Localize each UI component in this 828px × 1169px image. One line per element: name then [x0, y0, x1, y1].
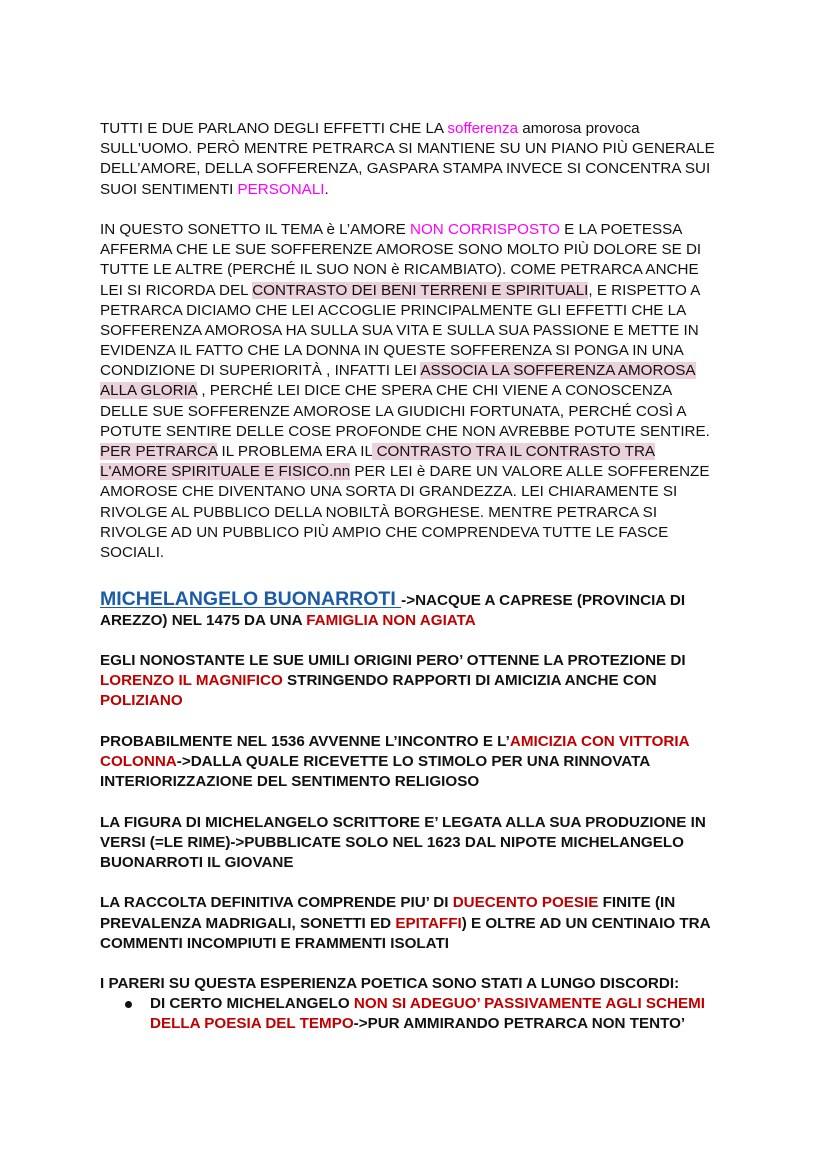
text-run: AFFERMA CHE LE SUE SOFFERENZE AMOROSE SONO MOLTO PIÙ DOLORE SE DI — [100, 241, 702, 259]
opinions-paragraph — [100, 974, 740, 1035]
paragraph — [100, 893, 740, 954]
paragraph — [100, 119, 740, 200]
text-line — [100, 974, 740, 994]
text-run: amorosa provoca — [518, 120, 640, 137]
bullet-icon — [125, 1001, 132, 1008]
paragraph — [100, 813, 740, 874]
text-line — [100, 159, 740, 179]
text-line — [100, 893, 740, 913]
text-run: . — [324, 180, 329, 198]
red-emphasis-text: AMICIZIA CON VITTORIA — [509, 732, 690, 750]
text-run: LEI SI RICORDA DEL — [100, 281, 253, 299]
highlighted-text: ALLA GLORIA — [100, 382, 198, 400]
paragraph — [100, 220, 740, 563]
text-run: AMOROSE CHE DIVENTANO UNA SORTA DI GRANDEZZA. LEI CHIARAMENTE SI — [100, 483, 678, 501]
text-run: SOCIALI. — [100, 543, 165, 561]
text-line — [100, 281, 740, 301]
text-run: EVIDENZA IL FATTO CHE LA DONNA IN QUESTE SOFFERENZA SI PONGA IN UNA — [100, 342, 684, 360]
accent-text: NON CORRISPOSTO — [410, 220, 560, 238]
text-run: PETRARCA DICIAMO CHE LEI ACCOGLIE PRINCIPALMENTE GLI EFFETTI CHE LA — [100, 301, 687, 319]
text-run: LA RACCOLTA DEFINITIVA COMPRENDE PIU’ DI — [100, 894, 453, 912]
highlighted-text: ASSOCIA LA SOFFERENZA AMOROSA — [420, 362, 696, 380]
heading-line — [100, 587, 740, 611]
text-line — [100, 853, 740, 873]
text-run: INTERIORIZZAZIONE DEL SENTIMENTO RELIGIOSO — [100, 773, 480, 791]
document-body — [100, 119, 740, 1035]
text-line — [100, 422, 740, 442]
paragraph — [100, 732, 740, 793]
list-intro — [100, 974, 740, 994]
red-emphasis-text: EPITAFFI — [395, 914, 462, 932]
text-run: VERSI (=LE RIME)->PUBBLICATE SOLO NEL 1623 DAL NIPOTE MICHELANGELO — [100, 833, 684, 851]
notes-section — [100, 119, 740, 563]
text-line — [100, 833, 740, 853]
list-item — [100, 994, 740, 1034]
red-emphasis-text: DUECENTO POESIE — [452, 894, 599, 912]
text-line — [100, 691, 740, 711]
accent-text: PERSONALI — [237, 180, 325, 198]
text-line — [100, 381, 740, 401]
text-run: SULL'UOMO. PERÒ MENTRE PETRARCA SI MANTIENE SU UN PIANO PIÙ GENERALE — [100, 140, 715, 158]
text-line — [100, 651, 740, 671]
text-run: , PERCHÉ LEI DICE CHE SPERA CHE CHI VIENE A CONOSCENZA — [197, 382, 673, 400]
text-line — [100, 462, 740, 482]
text-run: AREZZO) NEL 1475 DA UNA — [100, 611, 307, 629]
text-line — [100, 321, 740, 341]
text-line — [100, 503, 740, 523]
text-line — [100, 442, 740, 462]
text-run: EGLI NONOSTANTE LE SUE UMILI ORIGINI PERO’ OTTENNE LA PROTEZIONE DI — [100, 652, 686, 670]
list-item-text — [150, 994, 740, 1034]
section-title-link[interactable]: MICHELANGELO BUONARROTI — [100, 587, 402, 610]
text-line — [100, 402, 740, 422]
text-run: RIVOLGE AL PUBBLICO DELLA NOBILTÀ BORGHESE. MENTRE PETRARCA SI — [100, 503, 658, 521]
text-line — [100, 482, 740, 502]
text-run: COMMENTI INCOMPIUTI E FRAMMENTI ISOLATI — [100, 934, 450, 952]
text-run: LA FIGURA DI MICHELANGELO SCRITTORE E’ LEGATA ALLA SUA PRODUZIONE IN — [100, 813, 706, 831]
red-emphasis-text: POLIZIANO — [100, 692, 183, 710]
michelangelo-section — [100, 587, 740, 1035]
text-line — [100, 914, 740, 934]
text-line — [100, 772, 740, 792]
red-emphasis-text: NON SI ADEGUO’ PASSIVAMENTE AGLI SCHEMI — [353, 995, 705, 1013]
text-run: I PARERI SU QUESTA ESPERIENZA POETICA SONO STATI A LUNGO DISCORDI: — [100, 975, 680, 993]
text-line — [100, 752, 740, 772]
text-run: DELLE SUE SOFFERENZE AMOROSE LA GIUDICHI FORTUNATA, PERCHÉ COSÌ A — [100, 402, 687, 420]
text-run: BUONARROTI IL GIOVANE — [100, 853, 294, 871]
text-run: DI CERTO MICHELANGELO — [150, 995, 354, 1013]
text-run: PROBABILMENTE NEL 1536 AVVENNE L’INCONTRO E L’ — [100, 732, 510, 750]
text-line — [100, 260, 740, 280]
accent-text: sofferenza — [447, 120, 519, 137]
text-run: FINITE (IN — [598, 894, 676, 912]
highlighted-text: PER PETRARCA — [100, 443, 218, 460]
text-run: RIVOLGE AD UN PUBBLICO PIÙ AMPIO CHE COMPRENDEVA TUTTE LE FASCE — [100, 523, 669, 541]
text-line — [100, 361, 740, 381]
text-line — [100, 220, 740, 240]
text-run: TUTTE LE ALTRE (PERCHÉ IL SUO NON è RICAMBIATO). COME PETRARCA ANCHE — [100, 261, 699, 279]
highlighted-text: L'AMORE SPIRITUALE E FISICO.nn — [100, 463, 351, 481]
text-run: TUTTI E DUE PARLANO DEGLI EFFETTI CHE LA — [100, 120, 448, 137]
text-run: SUOI SENTIMENTI — [100, 180, 238, 198]
paragraph — [100, 651, 740, 712]
text-line — [100, 119, 740, 139]
red-emphasis-text: DELLA POESIA DEL TEMPO — [150, 1015, 354, 1033]
text-line — [100, 180, 740, 200]
text-line — [100, 671, 740, 691]
highlighted-text: CONTRASTO DEI BENI TERRENI E SPIRITUALI — [252, 281, 589, 299]
heading-paragraph — [100, 587, 740, 631]
text-run: ->DALLA QUALE RICEVETTE LO STIMOLO PER UNA RINNOVATA — [176, 753, 651, 771]
text-line — [100, 732, 740, 752]
red-emphasis-text: COLONNA — [100, 753, 177, 771]
text-line — [150, 1014, 740, 1034]
text-run: E LA POETESSA — [559, 220, 683, 238]
text-run: ->PUR AMMIRANDO PETRARCA NON TENTO’ — [353, 1015, 686, 1033]
text-line — [100, 139, 740, 159]
text-line — [100, 543, 740, 563]
text-run: CONDIZIONE DI SUPERIORITÀ , INFATTI LEI — [100, 362, 421, 380]
text-run: IL PROBLEMA ERA IL — [217, 443, 373, 460]
red-emphasis-text: LORENZO IL MAGNIFICO — [100, 672, 283, 690]
text-run: POTUTE SENTIRE DELLE COSE PROFONDE CHE NON AVREBBE POTUTE SENTIRE. — [100, 422, 710, 440]
text-run: , E RISPETTO A — [588, 281, 701, 299]
text-line — [100, 813, 740, 833]
text-line — [100, 934, 740, 954]
text-run: IN QUESTO SONETTO IL TEMA è L’AMORE — [100, 220, 411, 238]
text-run: SOFFERENZA AMOROSA HA SULLA SUA VITA E SULLA SUA PASSIONE E METTE IN — [100, 321, 699, 339]
text-run: STRINGENDO RAPPORTI DI AMICIZIA ANCHE CON — [282, 672, 657, 690]
text-line — [150, 994, 740, 1014]
red-emphasis-text: FAMIGLIA NON AGIATA — [306, 611, 476, 629]
text-line — [100, 240, 740, 260]
text-run: ->NACQUE A CAPRESE (PROVINCIA DI — [401, 591, 686, 609]
text-line — [100, 301, 740, 321]
text-line — [100, 611, 740, 631]
text-run: PREVALENZA MADRIGALI, SONETTI ED — [100, 914, 396, 932]
text-line — [100, 523, 740, 543]
text-run: PER LEI è DARE UN VALORE ALLE SOFFERENZE — [350, 463, 710, 481]
text-line — [100, 341, 740, 361]
text-run: ) E OLTRE AD UN CENTINAIO TRA — [461, 914, 711, 932]
highlighted-text: CONTRASTO TRA IL CONTRASTO TRA — [372, 443, 656, 460]
heading-continuation — [100, 611, 740, 631]
text-run: DELL’AMORE, DELLA SOFFERENZA, GASPARA STAMPA INVECE SI CONCENTRA SUI — [100, 160, 711, 178]
